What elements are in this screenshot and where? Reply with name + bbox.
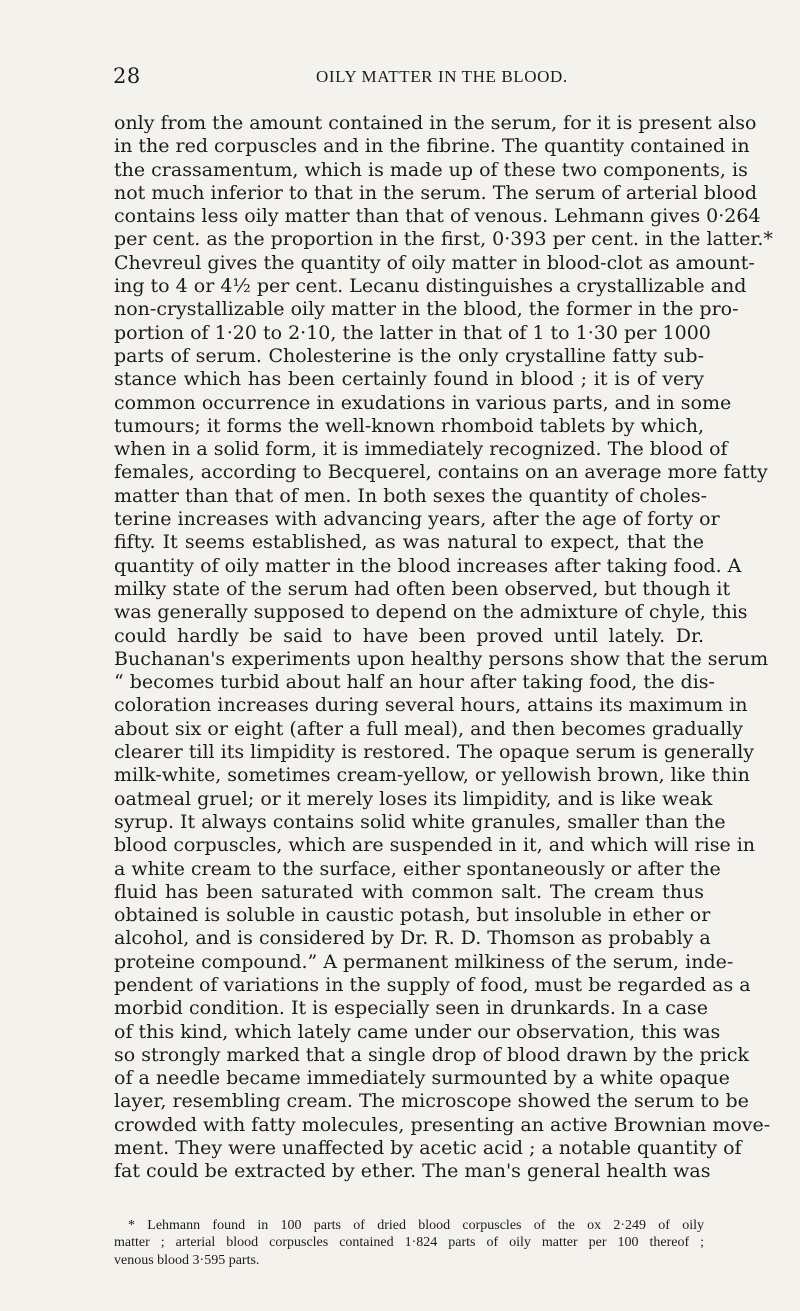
text-line: the crassamentum, which is made up of these two components, is — [114, 158, 748, 181]
text-line: Chevreul gives the quantity of oily matter in blood-clot as amount- — [114, 251, 755, 274]
text-line: terine increases with advancing years, after the age of forty or — [114, 508, 720, 531]
text-line: fifty. It seems established, as was natural to expect, that the — [114, 531, 704, 554]
text-line: morbid condition. It is especially seen in drunkards. In a case — [114, 997, 709, 1020]
text-line: Buchanan's experiments upon healthy persons show that the serum — [114, 647, 769, 670]
page-number: 28 — [113, 64, 141, 88]
text-line: milky state of the serum had often been observed, but though it — [114, 577, 731, 600]
running-title: OILY MATTER IN THE BLOOD. — [316, 67, 568, 86]
text-line: females, according to Becquerel, contains on an average more fatty — [114, 461, 768, 484]
text-line: layer, resembling cream. The microscope showed the serum to be — [114, 1090, 749, 1113]
text-line: not much inferior to that in the serum. The serum of arterial blood — [114, 181, 757, 204]
text-line: a white cream to the surface, either spontaneously or after the — [114, 857, 721, 880]
text-line: blood corpuscles, which are suspended in it, and which will rise in — [114, 834, 756, 857]
text-line: stance which has been certainly found in blood ; it is of very — [114, 368, 704, 391]
text-line: ing to 4 or 4½ per cent. Lecanu distinguishes a crystallizable and — [114, 275, 747, 298]
text-line: tumours; it forms the well-known rhomboid tablets by which, — [114, 414, 704, 437]
text-line: parts of serum. Cholesterine is the only crystalline fatty sub- — [114, 344, 704, 367]
text-line: alcohol, and is considered by Dr. R. D. Thomson as probably a — [114, 927, 711, 950]
text-line: so strongly marked that a single drop of blood drawn by the prick — [114, 1043, 749, 1066]
text-line: of a needle became immediately surmounted by a white opaque — [114, 1067, 730, 1090]
text-line: when in a solid form, it is immediately recognized. The blood of — [114, 438, 728, 461]
text-line: portion of 1·20 to 2·10, the latter in that of 1 to 1·30 per 1000 — [114, 321, 711, 344]
page-header — [113, 64, 703, 90]
text-line: crowded with fatty molecules, presenting an active Brownian move- — [114, 1113, 771, 1136]
text-line: milk-white, sometimes cream-yellow, or yellowish brown, like thin — [114, 764, 750, 787]
text-line: per cent. as the proportion in the first, 0·393 per cent. in the latter.* — [114, 228, 773, 251]
text-line: “ becomes turbid about half an hour after taking food, the dis- — [114, 671, 715, 694]
text-line: of this kind, which lately came under our observation, this was — [114, 1020, 721, 1043]
footnote-line: * Lehmann found in 100 parts of dried blood corpuscles of the ox 2·249 of oily — [128, 1218, 704, 1233]
text-line: in the red corpuscles and in the fibrine. The quantity contained in — [114, 135, 750, 158]
text-line: fluid has been saturated with common salt. The cream thus — [114, 880, 704, 903]
text-line: common occurrence in exudations in various parts, and in some — [114, 391, 732, 414]
text-line: could hardly be said to have been proved until lately. Dr. — [114, 624, 704, 647]
text-line: oatmeal gruel; or it merely loses its limpidity, and is like weak — [114, 787, 713, 810]
text-line: pendent of variations in the supply of food, must be regarded as a — [114, 973, 751, 996]
text-line: ment. They were unaffected by acetic acid ; a notable quantity of — [114, 1137, 742, 1160]
text-line: only from the amount contained in the serum, for it is present also — [114, 112, 757, 134]
text-line: was generally supposed to depend on the admixture of chyle, this — [114, 601, 748, 624]
text-line: clearer till its limpidity is restored. The opaque serum is generally — [114, 741, 755, 764]
text-line: fat could be extracted by ether. The man's general health was — [114, 1160, 711, 1183]
footnote-line: venous blood 3·595 parts. — [114, 1252, 260, 1268]
text-line: contains less oily matter than that of venous. Lehmann gives 0·264 — [114, 205, 761, 228]
text-line: matter than that of men. In both sexes the quantity of choles- — [114, 484, 708, 507]
text-line: quantity of oily matter in the blood increases after taking food. A — [114, 554, 742, 577]
text-line: syrup. It always contains solid white granules, smaller than the — [114, 810, 726, 833]
body-text — [114, 112, 773, 1184]
text-line: coloration increases during several hours, attains its maximum in — [114, 694, 748, 717]
footnote-line: matter ; arterial blood corpuscles contained 1·824 parts of oily matter per 100 thereof ; — [114, 1235, 704, 1251]
text-line: proteine compound.” A permanent milkiness of the serum, inde- — [114, 950, 734, 973]
text-line: about six or eight (after a full meal), and then becomes gradually — [114, 717, 744, 740]
text-line: non-crystallizable oily matter in the blood, the former in the pro- — [114, 298, 739, 321]
text-line: obtained is soluble in caustic potash, but insoluble in ether or — [114, 904, 711, 927]
footnote — [114, 1217, 704, 1269]
